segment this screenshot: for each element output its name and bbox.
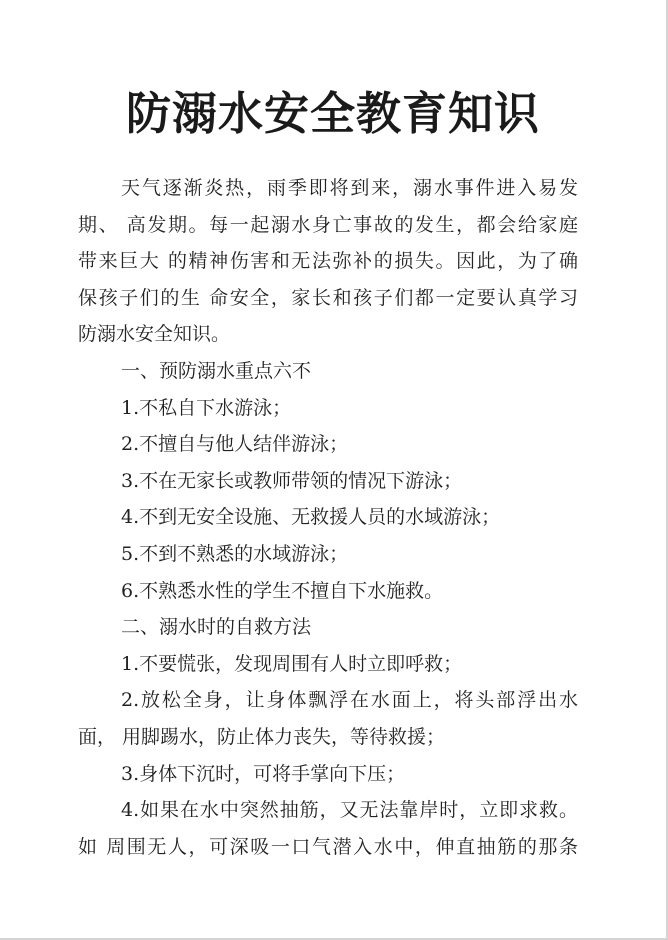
text-line: 5.不到不熟悉的水域游泳； <box>121 542 349 565</box>
text-line: 保孩子们的生 命安全，家长和孩子们都一定要认真学习 <box>78 286 578 309</box>
text-line: 防溺水安全知识。 <box>78 323 231 346</box>
text-line: 1.不要慌张，发现周围有人时立即呼救； <box>121 652 463 675</box>
document-body <box>78 170 578 865</box>
text-line: 3.不在无家长或教师带领的情况下游泳； <box>121 469 463 492</box>
text-line: 4.如果在水中突然抽筋，又无法靠岸时，立即求救。 <box>121 799 578 822</box>
document-title: 防溺水安全教育知识 <box>125 87 540 140</box>
text-line: 面， 用脚踢水，防止体力丧失，等待救援； <box>78 725 446 748</box>
text-line: 2.不擅自与他人结伴游泳； <box>121 433 349 456</box>
text-line: 一、预防溺水重点六不 <box>121 359 312 382</box>
text-line: 2.放松全身，让身体飘浮在水面上，将头部浮出水 <box>121 689 578 712</box>
text-line: 4.不到无安全设施、无救援人员的水域游泳； <box>121 506 501 529</box>
text-line: 带来巨大 的精神伤害和无法弥补的损失。因此，为了确 <box>78 250 578 273</box>
text-line: 天气逐渐炎热，雨季即将到来，溺水事件进入易发 <box>121 177 578 199</box>
text-line: 1.不私自下水游泳； <box>121 396 292 419</box>
text-line: 期、 高发期。每一起溺水身亡事故的发生，都会给家庭 <box>78 213 578 236</box>
text-line: 3.身体下沉时，可将手掌向下压； <box>121 762 406 785</box>
text-line: 如 周围无人，可深吸一口气潜入水中，伸直抽筋的那条 <box>78 835 578 858</box>
text-line: 二、溺水时的自救方法 <box>121 616 312 639</box>
text-line: 6.不熟悉水性的学生不擅自下水施救。 <box>121 579 444 602</box>
